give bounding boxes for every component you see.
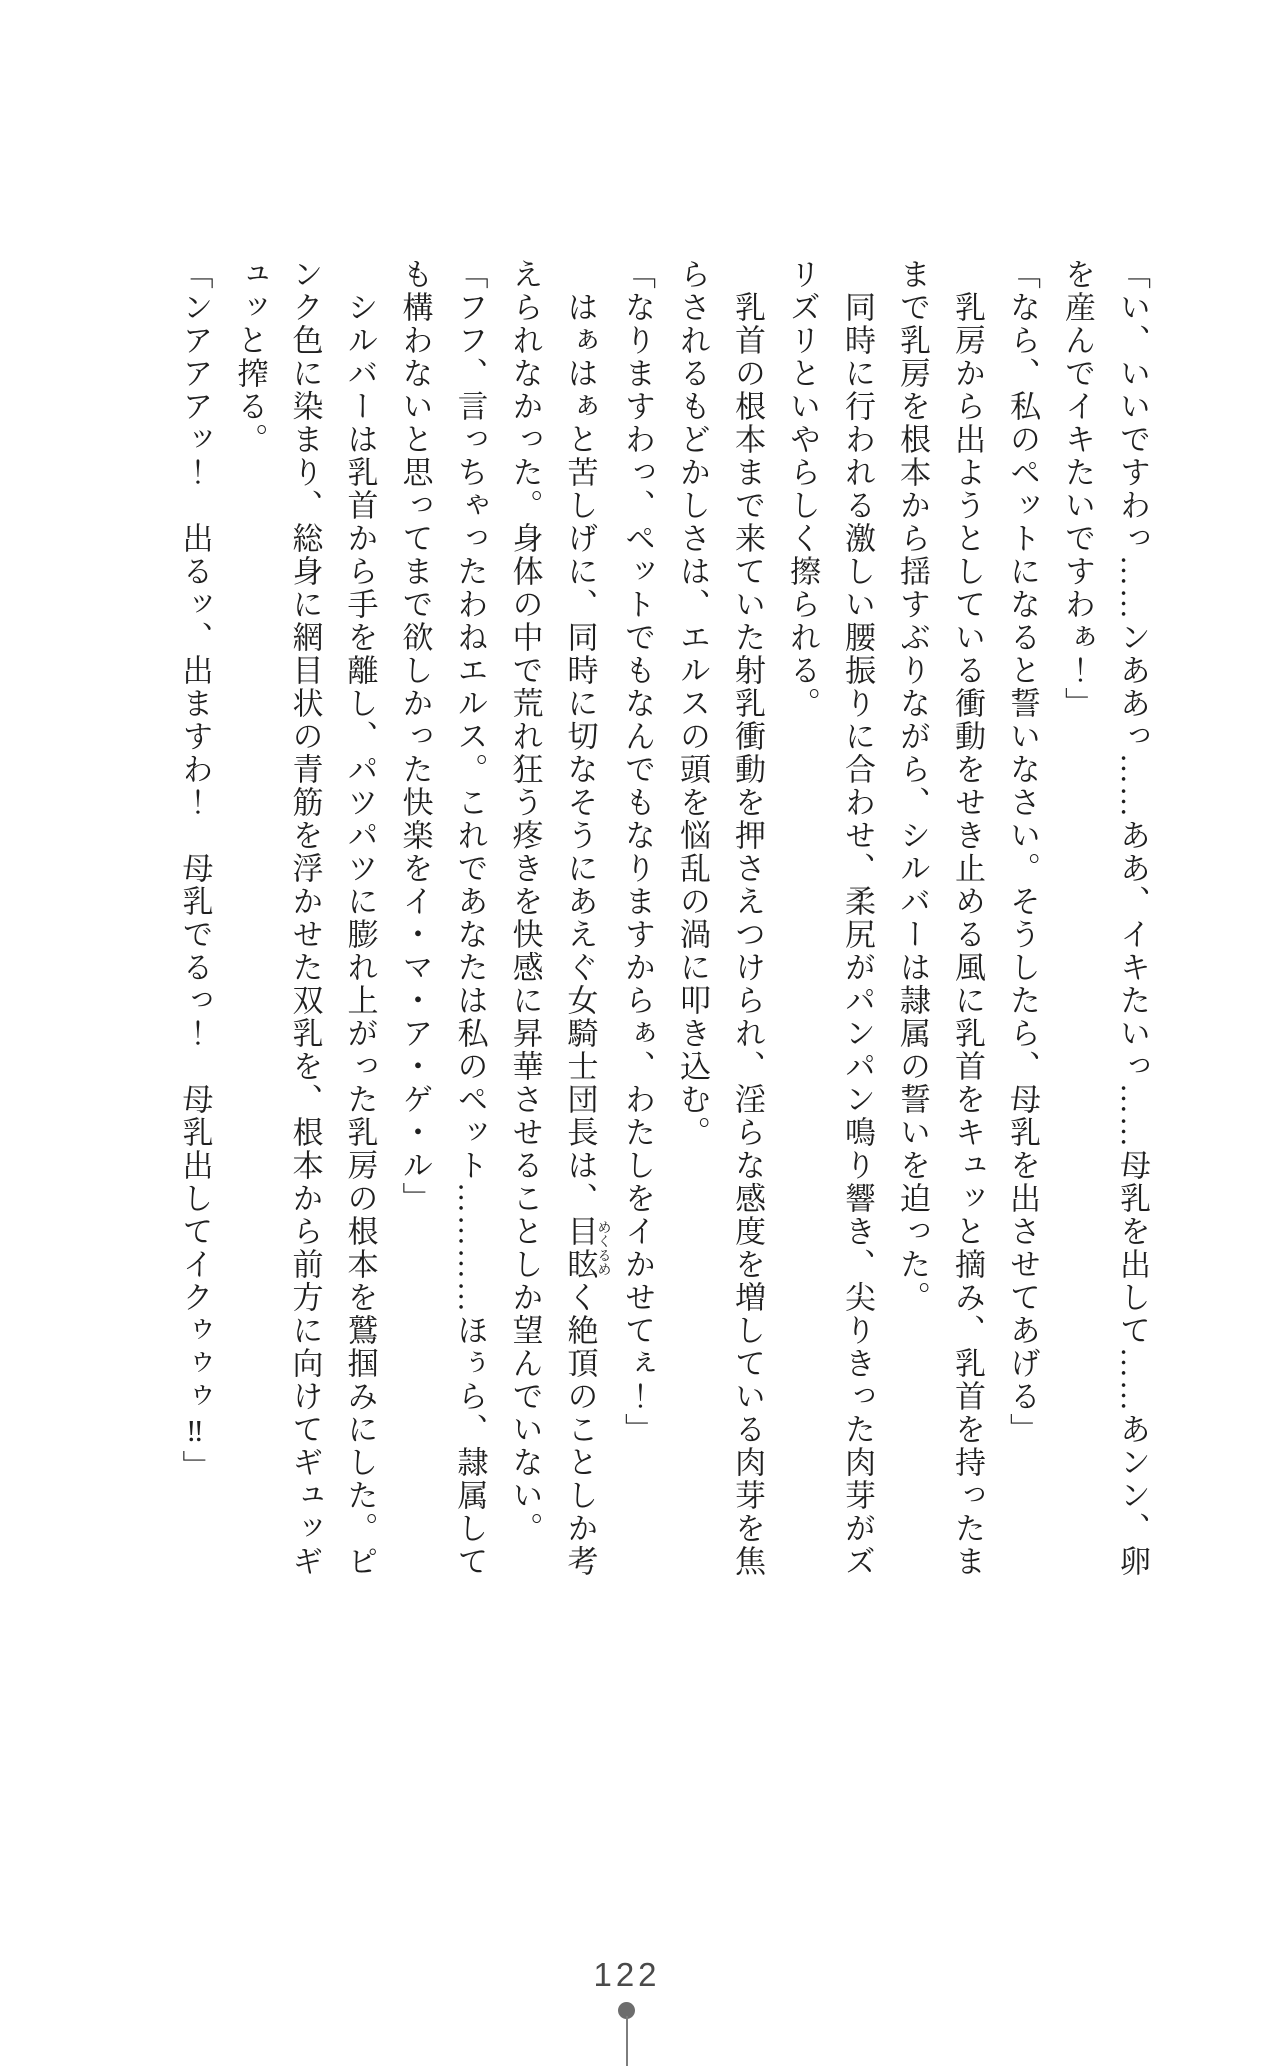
text-line: 「フフ、言っちゃったわねエルス。これであなたは私のペット…………ほぅら、隷属して xyxy=(452,258,488,1578)
text-line: 乳房から出ようとしている衝動をせき止める風に乳首をキュッと摘み、乳首を持ったま xyxy=(950,291,985,1578)
footer-marker-line xyxy=(626,2016,628,2066)
text-line: 同時に行われる激しい腰振りに合わせ、柔尻がパンパン鳴り響き、尖りきった肉芽がズ xyxy=(840,291,875,1578)
text-line: 「い、いいですわっ……ンああっ……ああ、イキたいっ……母乳を出して……あンン、卵 xyxy=(1115,258,1150,1578)
text-line: を産んでイキたいですわぁ！」 xyxy=(1060,258,1095,720)
text-line: も構わないと思ってまで欲しかった快楽をイ・マ・ア・ゲ・ル」 xyxy=(397,258,433,1215)
text-line: ンク色に染まり、総身に網目状の青筋を浮かせた双乳を、根本から前方に向けてギュッギ xyxy=(287,258,323,1578)
ruby-annotated-word: 目眩めくるめ xyxy=(562,1215,611,1281)
text-line: 「なら、私のペットになると誓いなさい。そうしたら、母乳を出させてあげる」 xyxy=(1005,258,1040,1446)
text-line: シルバーは乳首から手を離し、パツパツに膨れ上がった乳房の根本を鷲掴みにした。ピ xyxy=(342,291,378,1578)
text-line: まで乳房を根本から揺すぶりながら、シルバーは隷属の誓いを迫った。 xyxy=(895,258,930,1314)
text-block xyxy=(168,258,1161,1608)
text-line: 「なりますわっ、ペットでもなんでもなりますからぁ、わたしをイかせてぇ！」 xyxy=(620,258,655,1446)
text-line: ュッと搾る。 xyxy=(232,258,268,456)
text-line: らされるもどかしさは、エルスの頭を悩乱の渦に叩き込む。 xyxy=(675,258,710,1149)
text-line: えられなかった。身体の中で荒れ狂う疼きを快感に昇華させることしか望んでいない。 xyxy=(507,258,543,1545)
text-line: リズリといやらしく擦られる。 xyxy=(785,258,820,720)
text-line: 乳首の根本まで来ていた射乳衝動を押さえつけられ、淫らな感度を増している肉芽を焦 xyxy=(730,291,765,1578)
text-line: 「ンアアアッ！ 出るッ、出ますわ！ 母乳でるっ！ 母乳出してイクゥゥゥ‼」 xyxy=(177,258,213,1483)
page-number: 122 xyxy=(593,1956,661,1993)
text-line: はぁはぁと苦しげに、同時に切なそうにあえぐ女騎士団長は、目眩めくるめく絶頂のことしか考 xyxy=(562,291,611,1578)
